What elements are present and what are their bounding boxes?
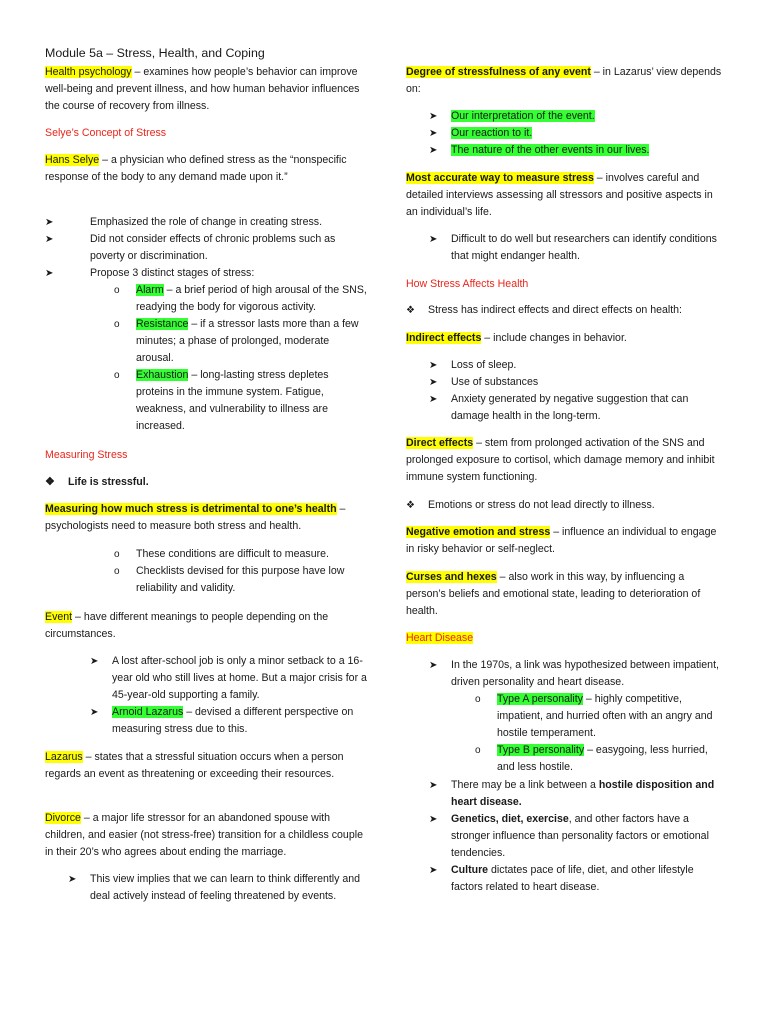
life-stressful-item: ❖ Life is stressful. [45,474,367,491]
circle-bullet-icon: o [114,319,120,330]
arrow-bullet-icon: ➤ [45,268,54,279]
circle-bullet-icon: o [114,370,120,381]
list-item: o Checklists devised for this purpose have low reliability and validity. [114,565,345,594]
stage-alarm: o Alarm – a brief period of high arousal of the SNS, readying the body for vigorous activity. [114,284,367,313]
heading-selye: Selye’s Concept of Stress [45,127,167,139]
arrow-bullet-icon: ➤ [45,234,54,245]
health-psychology-paragraph: Health psychology – examines how people’s behavior can improve well-being and prevent illness, and how human behavior influences the course of recovery from illness. [45,66,360,112]
indirect-points [406,357,726,425]
list-item: ➤ Difficult to do well but researchers can identify conditions that might endanger health. [429,233,717,262]
list-item: o These conditions are difficult to measure. [45,546,367,563]
list-item: ➤ The nature of the other events in our lives. [406,142,726,159]
event-paragraph: Event – have different meanings to people depending on the circumstances. [45,611,329,640]
stages-list [45,282,367,435]
list-item: ➤ Loss of sleep. [406,357,726,374]
arrow-bullet-icon: ➤ [429,377,438,388]
list-item: ➤ A lost after-school job is only a minor setback to a 16-year old who still lives at home. But a major crisis for a 45-year-old supporting a family. [90,655,367,701]
stage-exhaustion: o Exhaustion – long-lasting stress depletes proteins in the immune system. Fatigue, weakness, and vulnerability to illness are increased. [114,369,329,432]
degree-paragraph: Degree of stressfulness of any event – in Lazarus’ view depends on: [406,66,722,95]
arrow-bullet-icon: ➤ [429,360,438,371]
stage-resistance: o Resistance – if a stressor lasts more than a few minutes; a phase of prolonged, moderate arousal. [114,318,359,364]
arrow-bullet-icon: ➤ [429,234,438,245]
circle-bullet-icon: o [114,566,120,577]
term-hans-selye: Hans Selye [45,154,100,166]
arrow-bullet-icon: ➤ [429,814,438,825]
divorce-paragraph: Divorce – a major life stressor for an abandoned spouse with children, and easier (not stress-free) transition for a childless couple in their 20’s who agrees about ending the marriage. [45,812,363,858]
arrow-bullet-icon: ➤ [429,865,438,876]
arrow-bullet-icon: ➤ [90,656,99,667]
heart-factors [406,777,726,896]
arrow-bullet-icon: ➤ [90,707,99,718]
heading-how-stress-affects: How Stress Affects Health [406,278,529,290]
degree-points [406,108,726,159]
list-item: ➤ Anxiety generated by negative suggestion that can damage health in the long-term. [429,393,689,422]
diamond-bullet-icon: ❖ [45,476,55,488]
four-diamond-bullet-icon: ❖ [406,305,415,316]
arrow-bullet-icon: ➤ [429,660,438,671]
hans-selye-paragraph: Hans Selye – a physician who defined stress as the “nonspecific response of the body to any demand made upon it.” [45,154,347,183]
arrow-bullet-icon: ➤ [429,128,438,139]
list-item: ➤ Use of substances [406,374,726,391]
page-title: Module 5a – Stress, Health, and Coping [45,46,265,60]
event-points [45,653,367,738]
personality-types [406,691,726,776]
indirect-direct-item: ❖ Stress has indirect effects and direct effects on health: [406,302,726,319]
arrow-bullet-icon: ➤ [429,394,438,405]
circle-bullet-icon: o [475,745,481,756]
measure-points [45,546,367,597]
list-item: ➤ Our reaction to it. [406,125,726,142]
list-item: ➤ Emphasized the role of change in creating stress. [45,214,367,231]
heading-measuring-stress: Measuring Stress [45,449,128,461]
heading-heart-disease: Heart Disease [406,632,474,644]
list-item: ➤ Our interpretation of the event. [406,108,726,125]
list-item: ➤ Did not consider effects of chronic problems such as poverty or discrimination. [45,233,336,262]
arrow-bullet-icon: ➤ [45,217,54,228]
type-b-item: o Type B personality – easygoing, less hurried, and less hostile. [475,744,708,773]
arrow-bullet-icon: ➤ [429,780,438,791]
list-item: ➤ In the 1970s, a link was hypothesized between impatient, driven personality and heart disease. [429,659,719,688]
selye-points [45,214,367,282]
arrow-bullet-icon: ➤ [429,111,438,122]
accurate-points [406,231,726,265]
circle-bullet-icon: o [114,285,120,296]
negative-paragraph: Negative emotion and stress – influence an individual to engage in risky behavior or self-neglect. [406,526,717,555]
list-item: ➤ Arnoid Lazarus – devised a different perspective on measuring stress due to this. [90,706,354,735]
arrow-bullet-icon: ➤ [429,145,438,156]
indirect-paragraph: Indirect effects – include changes in behavior. [406,332,627,344]
circle-bullet-icon: o [475,694,481,705]
measuring-health-paragraph: Measuring how much stress is detrimental to one’s health – psychologists need to measure both stress and health. [45,503,346,532]
direct-paragraph: Direct effects – stem from prolonged activation of the SNS and prolonged exposure to cortisol, which damage memory and inhibit immune system functioning. [406,437,715,483]
accurate-paragraph: Most accurate way to measure stress – involves careful and detailed interviews assessing all stressors and positive aspects in an individual’s life. [406,172,713,218]
curses-paragraph: Curses and hexes – also work in this way, by influencing a person’s beliefs and emotional state, leading to deterioration of health. [406,571,701,617]
emotions-item: ❖ Emotions or stress do not lead directly to illness. [406,497,726,514]
list-item: ➤ There may be a link between a hostile disposition and heart disease. [429,779,715,808]
view-points [45,871,367,905]
heart-points [406,657,726,691]
arrow-bullet-icon: ➤ [68,874,77,885]
list-item: ➤ Genetics, diet, exercise, and other factors have a stronger influence than personality factors or emotional tendencies. [429,813,709,859]
circle-bullet-icon: o [114,549,120,560]
list-item: ➤ This view implies that we can learn to think differently and deal actively instead of feeling threatened by events. [68,873,361,902]
lazarus-paragraph: Lazarus – states that a stressful situation occurs when a person regards an event as threatening or exceeding their resources. [45,751,344,780]
list-item: ➤ Propose 3 distinct stages of stress: [45,265,367,282]
type-a-item: o Type A personality – highly competitive, impatient, and hurried often with an angry and hostile temperament. [475,693,713,739]
four-diamond-bullet-icon: ❖ [406,500,415,511]
list-item: ➤ Culture dictates pace of life, diet, and other lifestyle factors related to heart disease. [429,864,694,893]
term-health-psychology: Health psychology [45,66,132,78]
